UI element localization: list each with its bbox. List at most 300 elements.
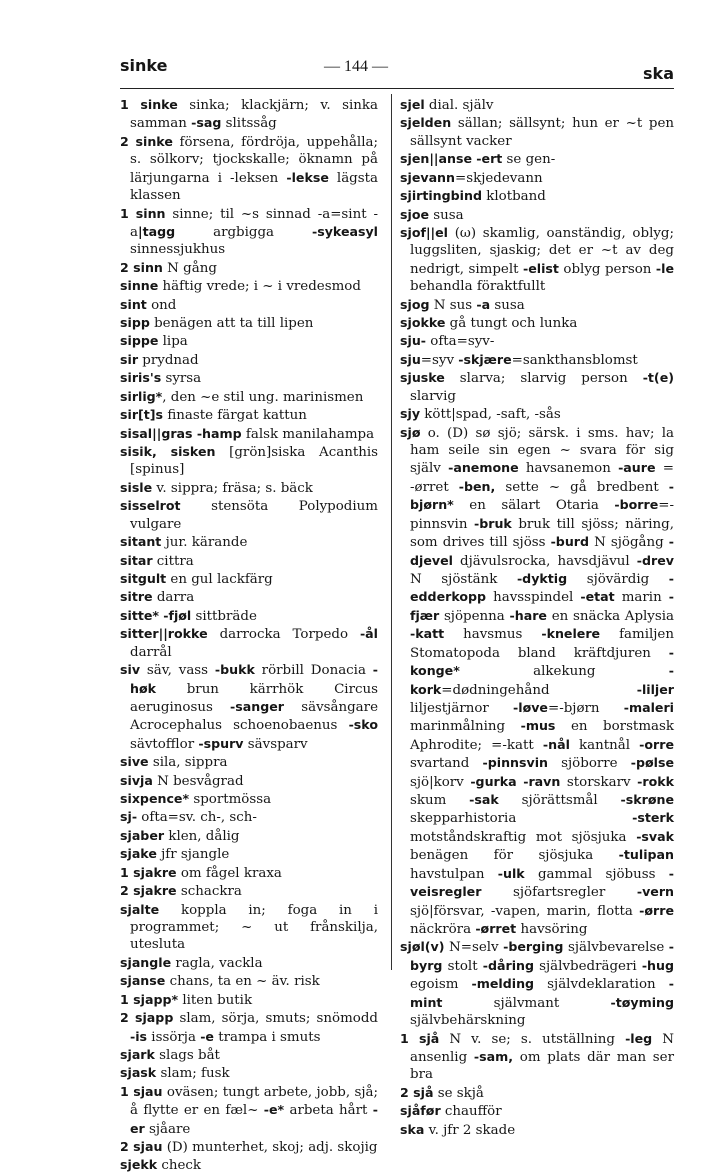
entry-headword: 2 sjapp <box>120 1010 174 1026</box>
entry-headword: -bukk <box>214 662 255 678</box>
dictionary-entry <box>400 332 674 350</box>
entry-headword: sinne <box>120 278 159 294</box>
entry-headword: siris's <box>120 370 162 386</box>
entry-headword: -sak <box>469 792 499 808</box>
entry-headword: sitar <box>120 552 153 568</box>
entry-definition: oväsen; tungt arbete, jobb, sjå; å flytte er en fæl~ <box>130 1084 378 1119</box>
dictionary-entry <box>400 938 674 1029</box>
entry-definition: slam; fusk <box>156 1066 230 1082</box>
entry-definition: jur. kärande <box>161 535 248 551</box>
entry-headword: -sanger <box>230 698 285 714</box>
entry-definition: trampa i smuts <box>213 1029 321 1045</box>
entry-definition: sjörättsmål <box>498 793 621 809</box>
entry-definition: N=selv <box>444 940 504 956</box>
entry-definition: check <box>157 1158 202 1174</box>
entry-definition: benägen att ta till lipen <box>149 316 314 332</box>
entry-definition: om fågel kraxa <box>176 865 282 881</box>
entry-definition: sävtofflor <box>130 736 199 752</box>
dictionary-entry <box>120 332 378 350</box>
dictionary-entry <box>400 314 674 332</box>
entry-headword: -spurv <box>198 735 244 751</box>
entry-headword: -ravn <box>523 773 561 789</box>
column-divider <box>391 94 392 970</box>
entry-headword: -fjær <box>410 589 674 623</box>
entry-definition: skepparhistoria <box>410 811 633 827</box>
entry-definition: djävulsrocka, havsdjävul <box>452 553 637 569</box>
entry-definition: självbehärskning <box>410 1013 526 1029</box>
dictionary-entry <box>400 96 674 114</box>
entry-definition: dial. själv <box>424 98 494 113</box>
entry-definition: =dødningehånd <box>441 682 637 698</box>
entry-definition: issörja <box>147 1029 201 1045</box>
entry-definition: v. jfr 2 skade <box>424 1122 516 1138</box>
entry-definition: jfr sjangle <box>156 847 230 863</box>
entry-definition: sällan; sällsynt; hun er ~t pen sällsynt vacker <box>410 116 674 149</box>
entry-headword: -fjøl <box>163 607 192 623</box>
entry-headword: -hare <box>509 607 547 623</box>
entry-headword: sisle <box>120 479 153 495</box>
entry-headword: sisselrot <box>120 498 181 514</box>
dictionary-entry <box>400 206 674 224</box>
entry-definition: behandla föraktfullt <box>410 279 546 295</box>
entry-definition: stolt <box>442 958 483 974</box>
entry-headword: -leg <box>625 1030 653 1046</box>
entry-definition: havsanemon <box>518 461 619 477</box>
entry-definition: koppla in; foga in i programmet; ~ ut frånskilja, utesluta <box>130 902 378 953</box>
entry-headword: sisal||gras <box>120 425 193 441</box>
entry-headword: -er <box>130 1102 378 1136</box>
entry-definition: sportmössa <box>189 792 272 808</box>
entry-headword: sjy <box>400 406 421 422</box>
entry-definition: ragla, vackla <box>171 955 263 971</box>
entry-headword: -svak <box>636 828 674 844</box>
dictionary-entry <box>120 133 378 205</box>
entry-headword: -tulipan <box>618 847 674 863</box>
entry-headword: -sko <box>348 717 378 733</box>
entry-definition: =syv <box>420 352 459 368</box>
entry-headword: sjirtingbind <box>400 188 482 204</box>
entry-definition: N ansenlig <box>410 1031 674 1065</box>
entry-definition: sinka; klackjärn; v. sinka samman <box>130 98 378 132</box>
entry-headword: -hug <box>641 957 674 973</box>
entry-definition: sjöfartsregler <box>481 885 637 901</box>
entry-definition: slitssåg <box>221 116 277 132</box>
entry-definition: en snäcka Aplysia <box>546 608 675 624</box>
entry-headword: -bruk <box>474 515 512 531</box>
dictionary-entry <box>400 405 674 423</box>
entry-headword: -e <box>200 1028 214 1044</box>
entry-headword: -pinnsvin <box>482 755 549 771</box>
entry-headword: -ørret <box>475 920 517 936</box>
entry-headword: -dåring <box>482 957 534 973</box>
entry-headword: -elist <box>523 260 559 276</box>
entry-definition: motståndskraftig mot sjösjuka <box>410 829 637 845</box>
entry-definition: sinnessjukhus <box>130 242 226 258</box>
entry-definition: N sjöstänk <box>410 571 517 587</box>
entry-headword: -berging <box>503 939 564 955</box>
entry-definition: sjåare <box>144 1121 191 1137</box>
entry-headword: -nål <box>542 736 570 752</box>
entry-definition: näckröra <box>410 921 476 937</box>
entry-definition: v. sippra; fräsa; s. bäck <box>152 480 313 496</box>
entry-headword: 2 sjå <box>400 1084 434 1100</box>
dictionary-entry <box>120 1009 378 1046</box>
dictionary-entry <box>120 388 378 406</box>
entry-definition: säv, vass <box>140 663 215 679</box>
dictionary-entry <box>120 827 378 845</box>
dictionary-entry <box>120 845 378 863</box>
entry-headword: sir[t]s <box>120 407 164 423</box>
dictionary-entry <box>400 114 674 150</box>
entry-headword: sjalte <box>120 901 160 917</box>
entry-headword: sjekk <box>120 1157 158 1173</box>
entry-definition: darrocka Torpedo <box>207 627 360 643</box>
dictionary-entry <box>120 1083 378 1138</box>
entry-headword: -borre <box>614 497 659 513</box>
entry-headword: sjof||el <box>400 224 449 240</box>
entry-headword: -etat <box>580 589 615 605</box>
entry-definition: skum <box>410 793 470 809</box>
entry-headword: -is <box>130 1028 148 1044</box>
entry-definition: falsk manilahampa <box>241 426 375 442</box>
entry-definition: självdeklaration <box>534 977 669 993</box>
entry-definition: chans, ta en ~ äv. risk <box>165 974 320 990</box>
dictionary-entry <box>120 259 378 277</box>
dictionary-entry <box>120 277 378 295</box>
entry-headword: sjel <box>400 97 425 112</box>
entry-definition: N gång <box>162 260 217 276</box>
dictionary-entry <box>120 972 378 990</box>
entry-headword: sjokke <box>400 315 446 331</box>
entry-definition: ofta=sv. ch-, sch- <box>137 810 257 826</box>
entry-definition: (ω) skamlig, oanständig, oblyg; luggsliten, sjaskig; det er ~t av deg nedrigt, simpelt <box>410 225 674 277</box>
entry-definition: bruk till sjöss; näring, som drives till sjöss <box>410 516 674 551</box>
entry-headword: 2 sinn <box>120 259 163 275</box>
entry-definition: se gen- <box>502 152 556 168</box>
entry-definition: gå tungt och lunka <box>445 316 578 332</box>
entry-headword: -pølse <box>630 755 674 771</box>
entry-headword: sjoe <box>400 206 430 222</box>
entry-definition: storskarv <box>560 774 638 790</box>
entry-headword: -djevel <box>410 534 674 568</box>
entry-definition: familjen Stomatopoda bland kräftdjuren <box>410 627 674 661</box>
running-head-right: ska <box>643 64 674 83</box>
entry-headword: -sam, <box>473 1048 514 1064</box>
entry-headword: sipp <box>120 315 150 331</box>
entry-headword: sju <box>400 351 421 367</box>
entry-definition: havsspindel <box>486 590 581 606</box>
dictionary-entry <box>120 901 378 954</box>
entry-definition: marinmålning <box>410 719 521 735</box>
entry-headword: -vern <box>636 884 674 900</box>
entry-headword: -orre <box>639 736 674 752</box>
entry-definition: sittbräde <box>191 608 257 624</box>
entry-headword: sir <box>120 351 139 367</box>
page-number: — 144 — <box>324 58 388 75</box>
entry-headword: -edderkopp <box>410 570 674 605</box>
entry-headword: -høk <box>130 662 378 696</box>
dictionary-entry <box>120 425 378 443</box>
entry-definition: sette ~ gå bredbent <box>495 479 669 495</box>
entry-headword: -burd <box>550 534 590 550</box>
entry-headword: -katt <box>410 626 445 642</box>
entry-headword: -le <box>655 260 675 276</box>
entry-headword: -e* <box>263 1102 285 1118</box>
entry-headword: sitter||rokke <box>120 626 208 642</box>
entry-headword: -knelere <box>541 626 601 642</box>
entry-headword: -sag <box>191 115 222 131</box>
dictionary-entry <box>120 369 378 387</box>
entry-definition: häftig vrede; i ~ i vredesmod <box>158 279 361 295</box>
entry-definition: =skjedevann <box>455 170 543 186</box>
dictionary-entry <box>120 954 378 972</box>
entry-headword: 1 sinke <box>120 97 178 112</box>
dictionary-entry <box>120 1046 378 1064</box>
entry-headword: sitgult <box>120 570 167 586</box>
entry-definition: liljestjärnor <box>410 700 514 716</box>
entry-headword: sjevann <box>400 169 455 185</box>
entry-definition: = -ørret <box>410 461 674 495</box>
entry-headword: 2 sjau <box>120 1139 163 1155</box>
dictionary-entry <box>120 406 378 424</box>
entry-headword: -rokk <box>637 773 675 789</box>
entry-headword: sjask <box>120 1065 157 1081</box>
dictionary-entry <box>120 607 378 625</box>
entry-definition: kantnål <box>569 737 640 753</box>
entry-headword: -lekse <box>286 169 329 185</box>
entry-headword: -byrg <box>410 939 674 973</box>
entry-headword: sjanse <box>120 973 166 989</box>
entry-definition: stensöta Polypodium vulgare <box>130 499 378 532</box>
entry-definition: alkekung <box>459 664 669 680</box>
dictionary-entry <box>120 790 378 808</box>
entry-definition: oblyg person <box>558 261 656 277</box>
dictionary-entry <box>400 224 674 296</box>
entry-definition: självbedrägeri <box>534 958 642 974</box>
dictionary-entry <box>120 1138 378 1156</box>
dictionary-entry <box>120 479 378 497</box>
entry-headword: -ert <box>476 151 503 167</box>
entry-definition: lägsta klassen <box>130 170 378 204</box>
entry-headword: sjaber <box>120 827 165 843</box>
dictionary-entry <box>120 552 378 570</box>
dictionary-entry <box>400 369 674 405</box>
entry-headword: 1 sjå <box>400 1030 440 1046</box>
entry-headword: sixpence* <box>120 791 190 807</box>
entry-headword: |tagg <box>137 223 176 239</box>
dictionary-entry <box>120 625 378 661</box>
entry-headword: -anemone <box>448 460 519 476</box>
entry-definition: sävsångare Acrocephalus schoenobaenus <box>130 699 378 734</box>
entry-definition: (D) munterhet, skoj; adj. skojig <box>162 1140 378 1156</box>
entry-definition: havsöring <box>516 921 588 937</box>
entry-headword: sjøl(v) <box>400 939 445 955</box>
dictionary-entry <box>120 314 378 332</box>
entry-headword: -sterk <box>632 810 674 826</box>
dictionary-entry <box>120 864 378 882</box>
entry-definition: sjöborre <box>548 756 631 772</box>
entry-headword: sint <box>120 296 147 312</box>
entry-definition: =-bjørn <box>547 700 624 716</box>
entry-headword: 1 sjapp* <box>120 991 179 1007</box>
dictionary-entry <box>400 150 674 168</box>
entry-definition: klen, dålig <box>164 828 240 844</box>
entry-definition: slarva; slarvig person <box>444 371 643 387</box>
entry-definition: argbigga <box>175 224 312 240</box>
entry-headword: 1 sinn <box>120 205 166 221</box>
entry-definition: försena, fördröja, uppehålla; s. sölkorv; tjockskalle; öknamn på lärjungarna i -leksen <box>130 134 378 186</box>
dictionary-entry <box>400 424 674 939</box>
entry-definition: sinne; til ~s sinnad -a=sint -a <box>130 206 378 240</box>
entry-headword: sjuske <box>400 370 445 386</box>
entry-definition: självbevarelse <box>563 940 669 956</box>
entry-definition: sjö|korv <box>410 774 471 790</box>
entry-definition: , den ~e stil ung. marinismen <box>162 389 364 405</box>
entry-headword: sivja <box>120 772 153 788</box>
dictionary-entry <box>120 96 378 133</box>
dictionary-entry <box>120 570 378 588</box>
header-rule <box>120 88 674 89</box>
entry-definition: susa <box>429 207 464 223</box>
left-column <box>120 96 378 1175</box>
entry-definition: darrål <box>130 644 172 660</box>
entry-definition: slarvig <box>410 388 456 404</box>
entry-headword: -gurka <box>470 773 517 789</box>
dictionary-entry <box>120 882 378 900</box>
dictionary-entry <box>400 187 674 205</box>
entry-definition: sjö|försvar, -vapen, marin, flotta <box>410 903 640 919</box>
entry-headword: -veisregler <box>410 865 674 900</box>
entry-headword: sitte* <box>120 607 159 623</box>
dictionary-entry <box>120 991 378 1009</box>
entry-definition: N besvågrad <box>152 773 244 789</box>
entry-headword: 2 sjakre <box>120 883 177 899</box>
entry-definition: ond <box>146 297 177 313</box>
dictionary-entry <box>400 1030 674 1084</box>
dictionary-entry <box>120 753 378 771</box>
entry-definition: liten butik <box>178 992 253 1008</box>
entry-headword: -sykeasyl <box>311 223 378 239</box>
entry-definition: N v. se; s. utställning <box>439 1031 626 1047</box>
entry-definition: cittra <box>152 553 194 569</box>
entry-definition: slam, sörja, smuts; snömodd <box>173 1011 378 1027</box>
entry-definition: [grön]siska Acanthis [spinus] <box>130 445 378 478</box>
entry-definition: N sjögång <box>589 535 669 551</box>
entry-headword: sitre <box>120 589 153 605</box>
entry-headword: sisik, sisken <box>120 444 216 460</box>
dictionary-entry <box>120 808 378 826</box>
entry-definition: en gul lackfärg <box>166 571 273 587</box>
entry-definition: finaste färgat kattun <box>163 408 307 424</box>
entry-definition: rörbill Donacia <box>254 663 373 679</box>
entry-headword: sjake <box>120 846 157 862</box>
entry-headword: 2 sinke <box>120 133 173 149</box>
dictionary-entry <box>120 205 378 259</box>
entry-definition: o. (D) sø sjö; särsk. i sms. hav; la ham seile sin egen ~ svara för sig själv <box>410 425 674 477</box>
entry-definition: =-pinnsvin <box>410 498 674 532</box>
entry-definition: egoism <box>410 977 472 993</box>
entry-definition: sävsparv <box>243 736 308 752</box>
entry-headword: -liljer <box>636 681 674 697</box>
entry-headword: -tøyming <box>610 994 674 1010</box>
entry-headword: sjark <box>120 1046 155 1062</box>
entry-definition: prydnad <box>138 352 199 368</box>
entry-headword: -aure <box>618 460 656 476</box>
entry-headword: -a <box>476 296 491 312</box>
dictionary-entry <box>120 1156 378 1174</box>
entry-headword: 1 sjakre <box>120 864 177 880</box>
entry-definition: en sälart Otaria <box>453 498 615 514</box>
entry-definition: N sus <box>429 297 477 313</box>
entry-definition: susa <box>490 297 525 313</box>
entry-headword: -mus <box>520 718 556 734</box>
entry-headword: sitant <box>120 534 162 550</box>
dictionary-entry <box>120 661 378 753</box>
entry-headword: sjø <box>400 424 421 440</box>
entry-headword: sjangle <box>120 954 172 970</box>
entry-headword: sive <box>120 754 149 770</box>
entry-headword: -skjære <box>458 351 512 367</box>
dictionary-entry <box>120 497 378 533</box>
entry-headword: -hamp <box>196 425 242 441</box>
entry-definition: sjövärdig <box>567 571 669 587</box>
entry-definition: benägen för sjösjuka <box>410 848 619 864</box>
entry-headword: sjelden <box>400 115 452 131</box>
dictionary-entry <box>120 443 378 479</box>
entry-headword: -bjørn* <box>410 478 675 513</box>
entry-definition: svartand <box>410 756 483 772</box>
entry-headword: 1 sjau <box>120 1083 163 1099</box>
entry-headword: sirlig* <box>120 388 163 404</box>
entry-definition: havstulpan <box>410 866 498 882</box>
entry-definition: brun kärrhök Circus aeruginosus <box>130 681 378 715</box>
entry-definition: ofta=syv- <box>426 334 495 350</box>
dictionary-entry <box>400 1084 674 1102</box>
entry-definition: arbeta hårt <box>284 1103 373 1119</box>
entry-headword: -ål <box>359 626 378 642</box>
entry-headword: sjog <box>400 296 430 312</box>
dictionary-entry <box>400 296 674 314</box>
entry-definition: havsmus <box>444 627 542 643</box>
entry-definition: kött|spad, -saft, -sås <box>420 407 561 423</box>
dictionary-entry <box>400 1102 674 1120</box>
entry-headword: -maleri <box>623 699 674 715</box>
entry-definition: lipa <box>158 334 188 350</box>
dictionary-entry <box>120 1064 378 1082</box>
entry-headword: sj- <box>120 809 138 825</box>
entry-headword: ska <box>400 1121 425 1137</box>
entry-headword: -skrøne <box>620 792 674 808</box>
entry-headword: -kork <box>410 663 674 697</box>
entry-headword: -ulk <box>497 865 525 881</box>
entry-headword: sjen||anse <box>400 151 473 167</box>
entry-definition: gammal sjöbuss <box>524 866 669 882</box>
right-column <box>400 96 674 1139</box>
dictionary-entry <box>400 1121 674 1139</box>
entry-definition: chaufför <box>440 1104 502 1120</box>
dictionary-entry <box>120 772 378 790</box>
entry-headword: sjåfør <box>400 1103 441 1119</box>
entry-headword: -ben, <box>458 478 496 494</box>
entry-definition: klotband <box>481 189 546 205</box>
entry-definition: om plats där man ser bra <box>410 1049 675 1083</box>
entry-definition: en borstmask Aphrodite; =-katt <box>410 719 674 753</box>
entry-definition: slags båt <box>154 1047 220 1063</box>
entry-headword: -t(e) <box>642 370 674 386</box>
entry-headword: -konge* <box>410 644 674 679</box>
entry-definition: darra <box>152 590 195 606</box>
running-head-left: sinke <box>120 56 168 75</box>
